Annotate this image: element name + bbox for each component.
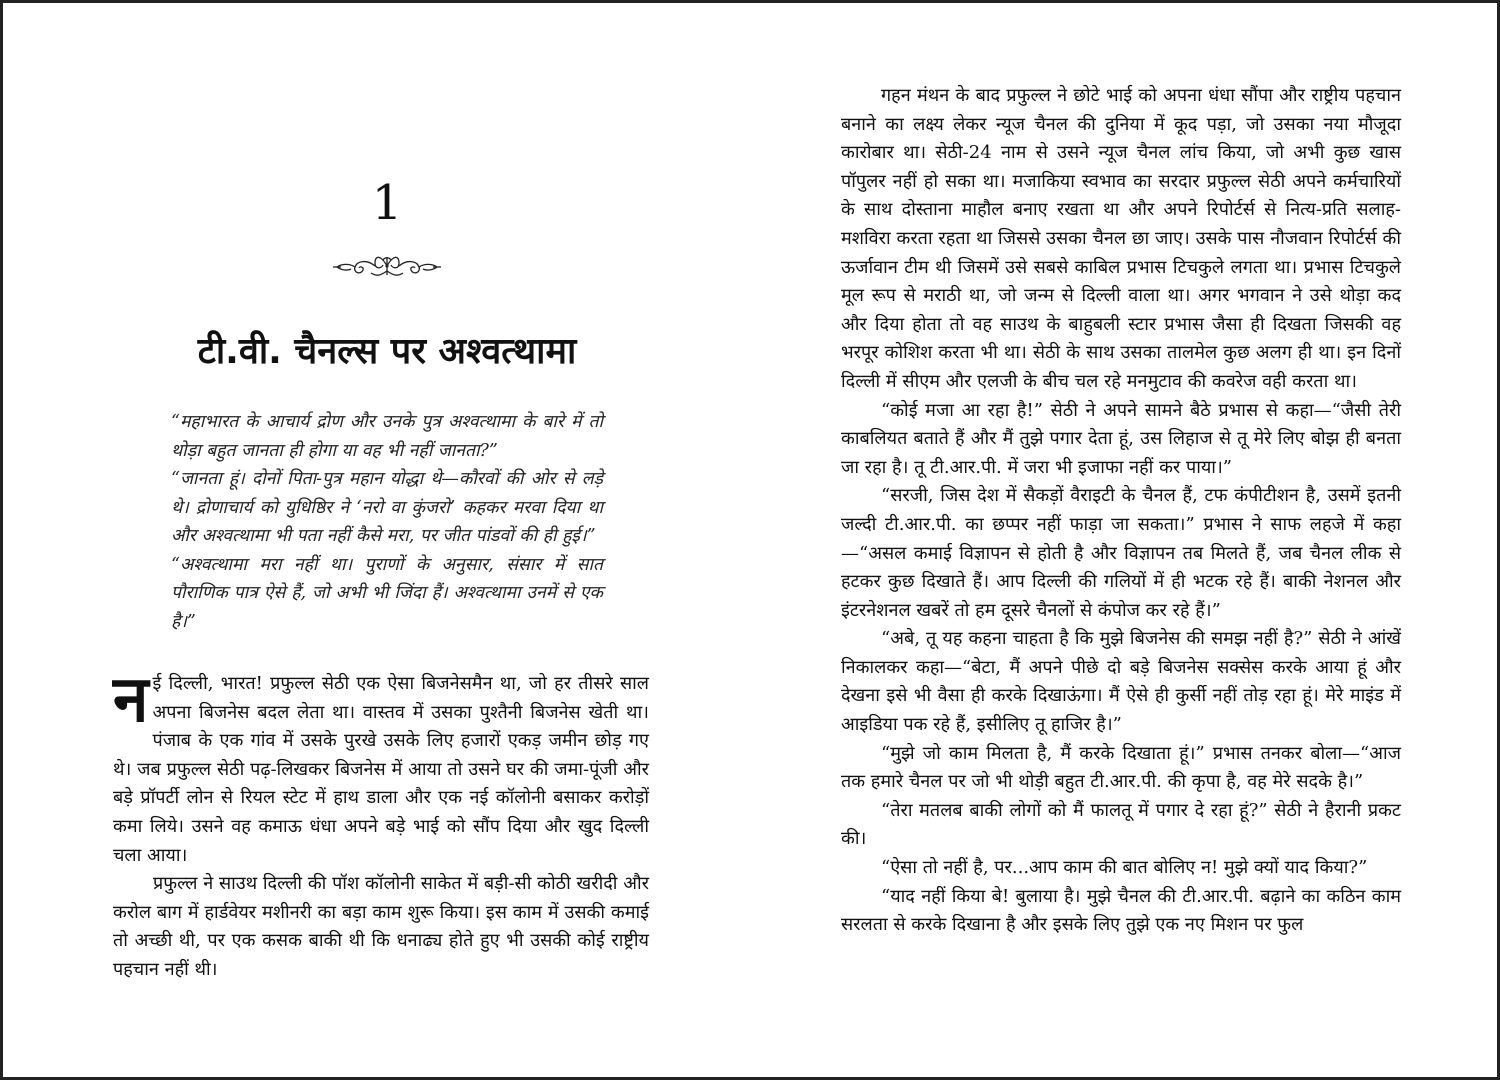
drop-cap: न — [113, 663, 149, 737]
chapter-title: टी.वी. चैनल्स पर अश्वत्थामा — [197, 331, 577, 372]
paragraph: “अबे, तू यह कहना चाहता है कि मुझे बिजनेस की समझ नहीं है?” सेठी ने आंखें निकालकर कहा—“बेटा, मैं अपने पीछे दो बड़े बिजनेस सक्सेस करके आया हूं और देखना इसे भी वैसा ही करके दिखाऊंगा। मैं ऐसे ही कुर्सी नहीं तोड़ रहा हूं। मेरे माइंड में आइडिया पक रहे हैं, इसीलिए तू हाजिर है।” — [841, 628, 1401, 736]
paragraph: “सरजी, जिस देश में सैकड़ों वैराइटी के चैनल हैं, टफ कंपीटीशन है, उसमें इतनी जल्दी टी.आर.पी. का छप्पर नहीं फाड़ा जा सकता।” प्रभास ने साफ लहजे में कहा—“असल कमाई विज्ञापन से होती है और विज्ञापन तब मिलते हैं, जब चैनल लीक से हटकर कुछ दिखाते हैं। आप दिल्ली की गलियों में ही भटक रहे हैं। बाकी नेशनल और इंटरनेशनल खबरें तो हम दूसरे चैनलों से कंपोज कर रहे हैं।” — [841, 485, 1401, 621]
paragraph: “याद नहीं किया बे! बुलाया है। मुझे चैनल की टी.आर.पी. बढ़ाने का कठिन काम सरलता से करके दिखाना है और इसके लिए तुझे एक नए मिशन पर फुल — [841, 885, 1401, 936]
paragraph: “ऐसा तो नहीं है, पर...आप काम की बात बोलिए न! मुझे क्यों याद किया?” — [881, 857, 1368, 879]
right-page — [841, 3, 1403, 1077]
paragraph: “कोई मजा आ रहा है!” सेठी ने अपने सामने बैठे प्रभास से कहा—“जैसी तेरी काबलियत बताते हैं और मैं तुझे पगार देता हूं, उस लिहाज से तू मेरे लिए बोझ ही बनता जा रहा है। तू टी.आर.पी. में जरा भी इजाफा नहीं कर पाया।” — [841, 399, 1401, 478]
ornament-flourish — [331, 251, 443, 281]
epigraph-line: “महाभारत के आचार्य द्रोण और उनके पुत्र अश्वत्थामा के बारे में तो थोड़ा बहुत जानता ही होगा या वह भी नहीं जानता?” — [171, 412, 603, 461]
epigraph — [171, 408, 603, 636]
paragraph: “तेरा मतलब बाकी लोगों को मैं फालतू में पगार दे रहा हूं?” सेठी ने हैरानी प्रकट की। — [841, 799, 1401, 850]
paragraph: गहन मंथन के बाद प्रफुल्ल ने छोटे भाई को अपना धंधा सौंपा और राष्ट्रीय पहचान बनाने का लक्ष्य लेकर न्यूज चैनल की दुनिया में कूद पड़ा, जो उसका नया मौजूदा कारोबार था। सेठी-24 नाम से उसने न्यूज चैनल लांच किया, जो अभी कुछ खास पॉपुलर नहीं हो सका था। मजाकिया स्वभाव का सरदार प्रफुल्ल सेठी अपने कर्मचारियों के साथ दोस्ताना माहौल बनाए रखता था और अपने रिपोर्टर्स से नित्य-प्रति सलाह-मशविरा करता रहता था जिससे उसका चैनल छा जाए। उसके पास नौजवान रिपोर्टर्स की ऊर्जावान टीम थी जिसमें उसे सबसे काबिल प्रभास टिचकुले लगता था। प्रभास टिचकुले मूल रूप से मराठी था, जो जन्म से दिल्ली वाला था। अगर भगवान ने उसे थोड़ा कद और दिया होता तो वह साउथ के बाहुबली स्टार प्रभास जैसा ही दिखता जिसकी वह भरपूर कोशिश करता भी था। सेठी के साथ उसका तालमेल कुछ अलग ही था। इन दिनों दिल्ली में सीएम और एलजी के बीच चल रहे मनमुटाव की कवरेज वही करता था। — [841, 85, 1401, 392]
chapter-number: 1 — [371, 175, 403, 231]
paragraph-text: ई दिल्ली, भारत! प्रफुल्ल सेठी एक ऐसा बिजनेसमैन था, जो हर तीसरे साल अपना बिजनेस बदल लेता था। वास्तव में उसका पुश्तैनी बिजनेस खेती था। पंजाब के एक गांव में उसके पुरखे उसके लिए हजारों एकड़ जमीन छोड़ गए थे। जब प्रफुल्ल सेठी पढ़-लिखकर बिजनेस में आया तो उसने घर की जमा-पूंजी और बड़े प्रॉपर्टी लोन से रियल स्टेट में हाथ डाला और एक नई कॉलोनी बसाकर करोड़ों कमा लिये। उसने वह कमाऊ धंधा अपने बड़े भाई को सौंप दिया और खुद दिल्ली चला आया। — [113, 673, 649, 866]
right-body-text — [841, 82, 1401, 940]
paragraph — [113, 663, 649, 870]
epigraph-line: “अश्वत्थामा मरा नहीं था। पुराणों के अनुसार, संसार में सात पौराणिक पात्र ऐसे हैं, जो अभी भी जिंदा हैं। अश्वत्थामा उनमें से एक है।” — [171, 554, 603, 632]
paragraph: “मुझे जो काम मिलता है, मैं करके दिखाता हूं।” प्रभास तनकर बोला—“आज तक हमारे चैनल पर जो भी थोड़ी बहुत टी.आर.पी. की कृपा है, वह मेरे सदके है।” — [841, 742, 1401, 793]
left-body-text — [113, 663, 649, 985]
epigraph-line: “जानता हूं। दोनों पिता-पुत्र महान योद्धा थे—कौरवों की ओर से लड़े थे। द्रोणाचार्य को युधिष्ठिर ने ‘नरो वा कुंजरो’ कहकर मरवा दिया था और अश्वत्थामा भी पता नहीं कैसे मरा, पर जीत पांडवों की ही हुई।” — [171, 469, 603, 546]
left-page — [113, 3, 661, 1077]
paragraph: प्रफुल्ल ने साउथ दिल्ली की पॉश कॉलोनी साकेत में बड़ी-सी कोठी खरीदी और करोल बाग में हार्डवेयर मशीनरी का बड़ा काम शुरू किया। इस काम में उसकी कमाई तो अच्छी थी, पर एक कसक बाकी थी कि धनाढ्य होते हुए भी उसकी कोई राष्ट्रीय पहचान नहीं थी। — [113, 873, 649, 980]
